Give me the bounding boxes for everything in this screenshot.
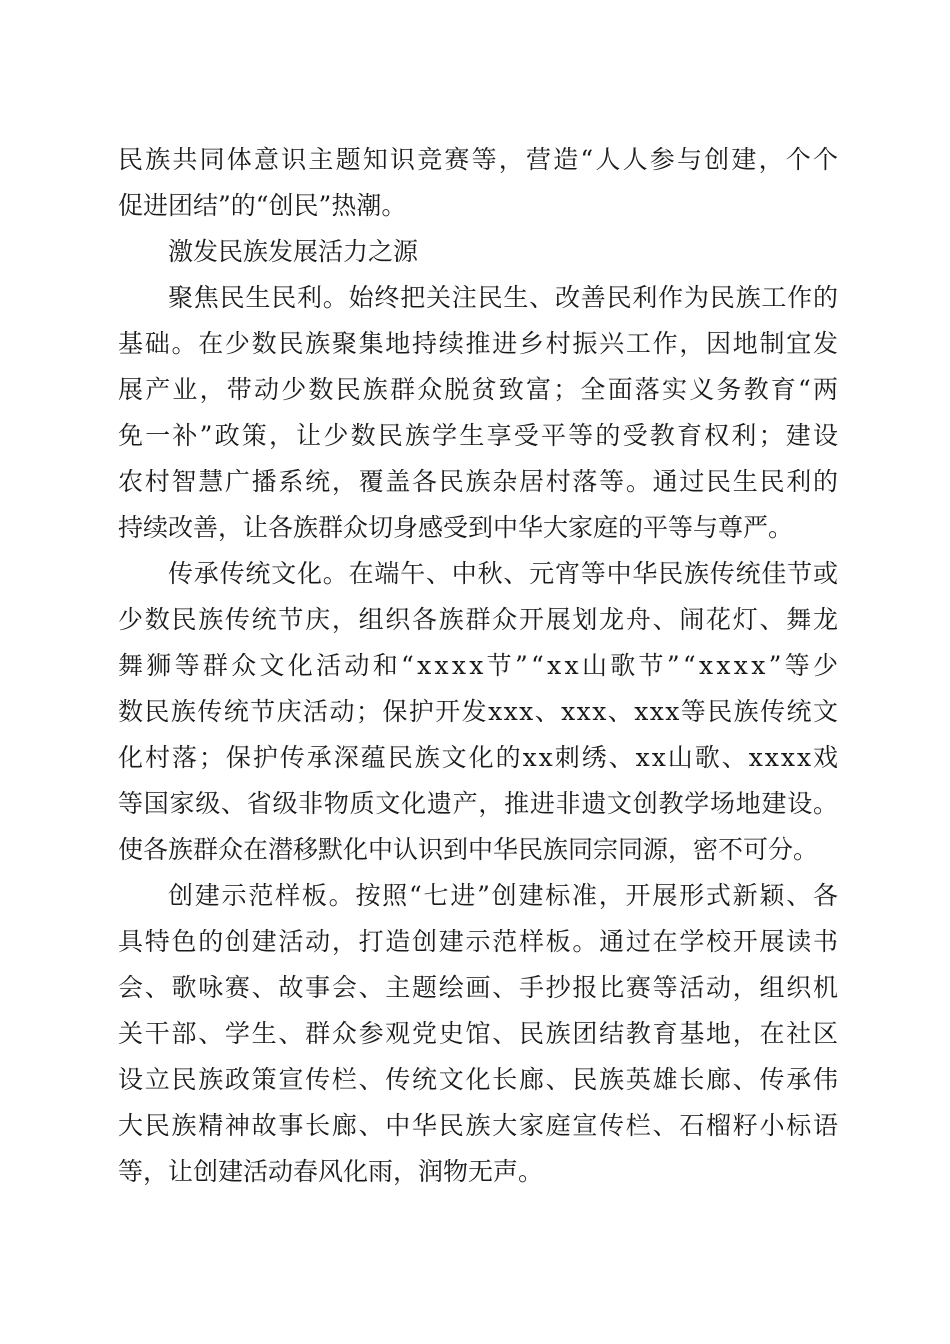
text-line: 等，让创建活动春风化雨，润物无声。 [118, 1157, 544, 1186]
text-line: 化村落；保护传承深蕴民族文化的xx刺绣、xx山歌、xxxx戏 [118, 743, 840, 772]
text-line: 展产业，带动少数民族群众脱贫致富；全面落实义务教育“两 [118, 375, 841, 404]
text-line: 促进团结”的“创民”热潮。 [118, 191, 407, 220]
text-line: 创建示范样板。按照“七进”创建标准，开展形式新颖、各 [168, 881, 840, 910]
body-text [118, 137, 842, 1195]
text-line: 舞狮等群众文化活动和“xxxx节”“xx山歌节”“xxxx”等少 [118, 651, 842, 680]
text-line: 关干部、学生、群众参观党史馆、民族团结教育基地，在社区 [118, 1019, 840, 1048]
text-line: 具特色的创建活动，打造创建示范样板。通过在学校开展读书 [118, 927, 840, 956]
text-line: 农村智慧广播系统，覆盖各民族杂居村落等。通过民生民利的 [118, 467, 840, 496]
text-line: 数民族传统节庆活动；保护开发xxx、xxx、xxx等民族传统文 [118, 697, 840, 726]
text-line: 传承传统文化。在端午、中秋、元宵等中华民族传统佳节或 [168, 559, 839, 588]
text-line: 会、歌咏赛、故事会、主题绘画、手抄报比赛等活动，组织机 [118, 973, 840, 1002]
text-line: 免一补”政策，让少数民族学生享受平等的受教育权利；建设 [118, 421, 841, 450]
text-line: 民族共同体意识主题知识竞赛等，营造“人人参与创建，个个 [118, 145, 841, 174]
text-line: 基础。在少数民族聚集地持续推进乡村振兴工作，因地制宜发 [118, 329, 840, 358]
section-heading: 激发民族发展活力之源 [168, 237, 419, 266]
text-line: 少数民族传统节庆，组织各族群众开展划龙舟、闹花灯、舞龙 [118, 605, 840, 634]
text-line: 大民族精神故事长廊、中华民族大家庭宣传栏、石榴籽小标语 [118, 1111, 840, 1140]
text-line: 使各族群众在潜移默化中认识到中华民族同宗同源，密不可分。 [118, 835, 819, 864]
text-line: 聚焦民生民利。始终把关注民生、改善民利作为民族工作的 [168, 283, 839, 312]
text-line: 持续改善，让各族群众切身感受到中华大家庭的平等与尊严。 [118, 513, 794, 542]
text-line: 设立民族政策宣传栏、传统文化长廊、民族英雄长廊、传承伟 [118, 1065, 840, 1094]
text-line: 等国家级、省级非物质文化遗产，推进非遗文创教学场地建设。 [118, 789, 839, 818]
